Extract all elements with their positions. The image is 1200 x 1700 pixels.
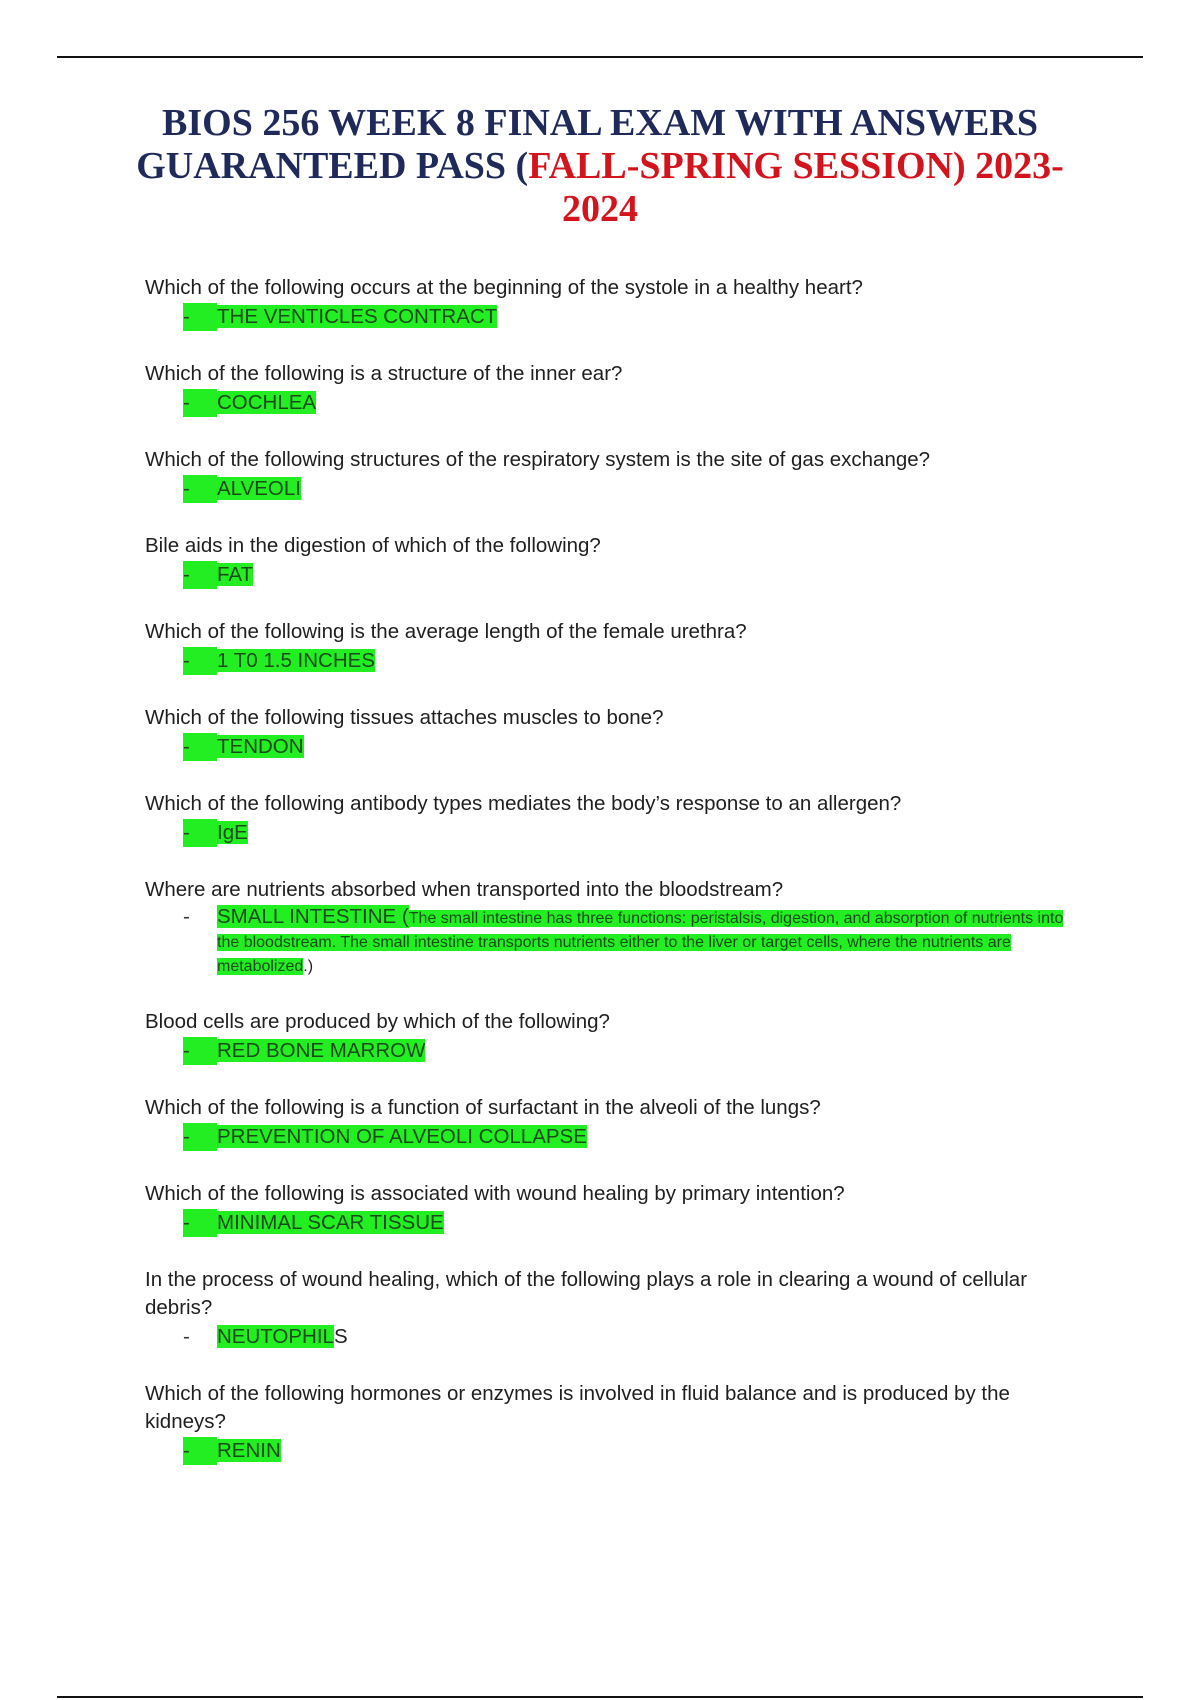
qa-item [145,1180,1090,1237]
question-text: Which of the following is a structure of the inner ear? [145,362,623,385]
answer-text: MINIMAL SCAR TISSUE [217,1211,444,1234]
bullet-dash: - [183,561,217,589]
question-text: Which of the following is a function of surfactant in the alveoli of the lungs? [145,1096,821,1119]
bullet-dash: - [183,1437,217,1465]
question-text: Which of the following hormones or enzymes is involved in fluid balance and is produced by the kidneys? [145,1382,1010,1433]
answer-row [145,561,1090,589]
answer-text: PREVENTION OF ALVEOLI COLLAPSE [217,1125,587,1148]
answer-text: TENDON [217,735,304,758]
answer-text: RENIN [217,1439,281,1462]
question-text: Which of the following tissues attaches muscles to bone? [145,706,664,729]
question-text: Which of the following occurs at the beginning of the systole in a healthy heart? [145,276,863,299]
bullet-dash: - [183,733,217,761]
bullet-dash: - [183,1325,190,1348]
bullet-dash: - [183,389,217,417]
qa-item [145,360,1090,417]
question-text: Bile aids in the digestion of which of the following? [145,534,601,557]
qa-item [145,1008,1090,1065]
question-text: Which of the following structures of the respiratory system is the site of gas exchange? [145,448,931,471]
qa-item [145,790,1090,847]
qa-item [145,274,1090,331]
answer-row [145,1209,1090,1237]
answer-row [145,733,1090,761]
answer-text: RED BONE MARROW [217,1039,426,1062]
answer-text: IgE [217,821,248,844]
qa-item [145,876,1090,979]
answer-close-paren: .) [303,958,314,975]
bullet-dash: - [183,475,217,503]
bottom-rule [57,1696,1143,1698]
question-text: Blood cells are produced by which of the following? [145,1010,610,1033]
answer-row [145,1037,1090,1065]
answer-row [145,647,1090,675]
answer-note: The small intestine has three functions: peristalsis, digestion, and absorption of nutrients into the bloodstream. The small intestine transports nutrients either to the liver or target cells, where the nutrients are metabolized [217,910,1064,975]
top-rule [57,56,1143,58]
bullet-dash: - [183,905,190,928]
bullet-dash: - [183,819,217,847]
answer-open-paren: ( [396,905,409,928]
answer-text: THE VENTICLES CONTRACT [217,305,498,328]
qa-item [145,1094,1090,1151]
qa-item [145,1266,1090,1351]
answer-text: 1 T0 1.5 INCHES [217,649,375,672]
bullet-dash: - [183,1037,217,1065]
answer-row [145,389,1090,417]
bullet-dash: - [183,1209,217,1237]
bullet-dash: - [183,1123,217,1151]
document-title [100,102,1100,231]
question-text: Which of the following is associated with wound healing by primary intention? [145,1182,845,1205]
qa-item [145,446,1090,503]
title-line-1: BIOS 256 WEEK 8 FINAL EXAM WITH ANSWERS [162,102,1038,144]
question-text: Which of the following antibody types mediates the body’s response to an allergen? [145,792,902,815]
bullet-dash: - [183,303,217,331]
qa-item [145,532,1090,589]
answer-text: NEUTOPHIL [217,1325,334,1348]
answer-row [145,303,1090,331]
qa-item [145,704,1090,761]
question-text: In the process of wound healing, which of the following plays a role in clearing a wound of cellular debris? [145,1268,1028,1319]
answer-row [145,1323,1090,1351]
answer-tail: S [333,1325,348,1348]
qa-item [145,618,1090,675]
question-text: Where are nutrients absorbed when transported into the bloodstream? [145,878,784,901]
answer-row [145,475,1090,503]
answer-block [145,905,1090,979]
answer-text: SMALL INTESTINE [217,905,397,928]
qa-item [145,1380,1090,1465]
answer-text: FAT [217,563,254,586]
bullet-dash: - [183,647,217,675]
question-list [145,274,1090,1494]
title-line-2-dark: GUARANTEED PASS ( [136,145,529,187]
answer-text: COCHLEA [217,391,317,414]
question-text: Which of the following is the average length of the female urethra? [145,620,747,643]
answer-row [145,1123,1090,1151]
answer-row [145,1437,1090,1465]
answer-text: ALVEOLI [217,477,301,500]
title-line-3-red: 2024 [562,188,638,230]
title-line-2-red: FALL-SPRING SESSION) 2023- [528,145,1064,187]
answer-row [145,819,1090,847]
